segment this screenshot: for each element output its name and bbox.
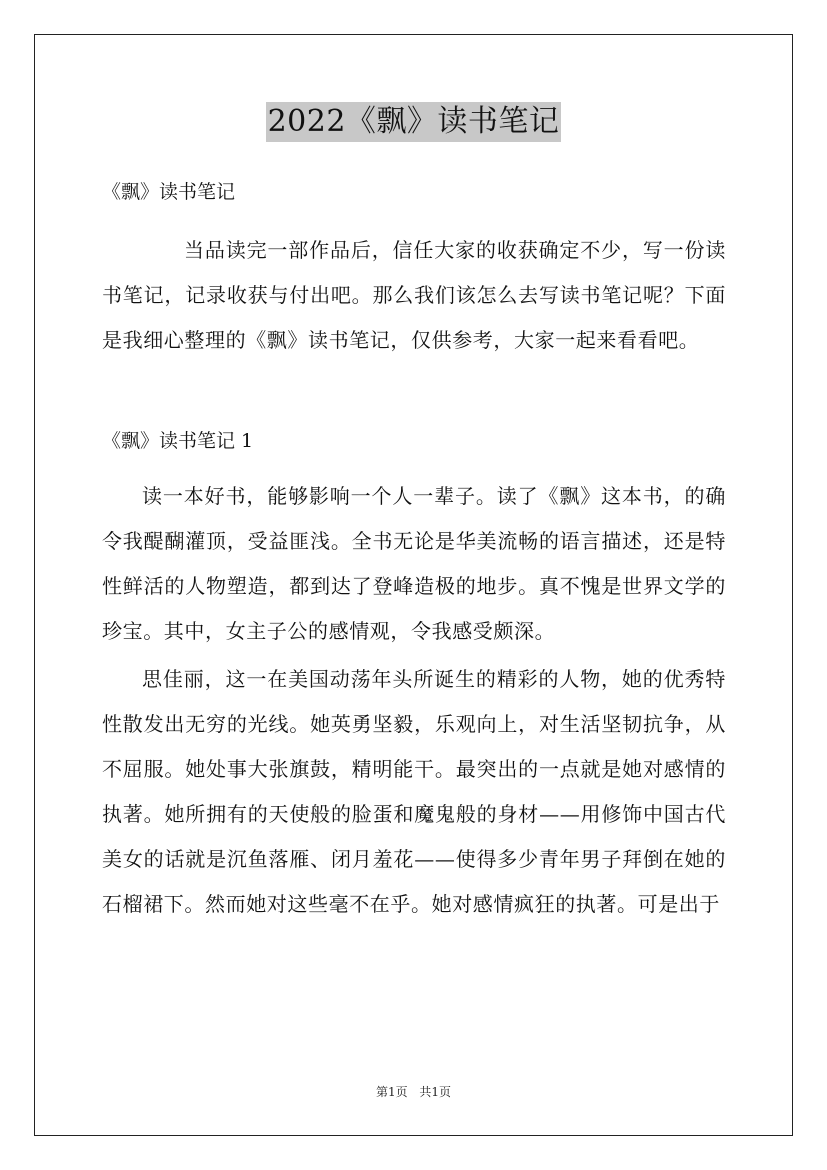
page-footer bbox=[0, 1083, 827, 1101]
document-title: 2022《飘》读书笔记 bbox=[266, 102, 562, 142]
page-total: 共1页 bbox=[419, 1085, 452, 1099]
document-body bbox=[102, 170, 726, 927]
page-number: 第1页 bbox=[375, 1085, 408, 1099]
section1-paragraph-2: 思佳丽，这一在美国动荡年头所诞生的精彩的人物，她的优秀特性散发出无穷的光线。她英勇坚毅，乐观向上，对生活坚韧抗争，从不屈服。她处事大张旗鼓，精明能干。最突出的一点就是她对感情的执著。她所拥有的天使般的脸蛋和魔鬼般的身材——用修饰中国古代美女的话就是沉鱼落雁、闭月羞花——使得多少青年男子拜倒在她的石榴裙下。然而她对这些毫不在乎。她对感情疯狂的执著。可是出于 bbox=[102, 667, 726, 916]
section-spacer bbox=[102, 363, 726, 419]
intro-heading: 《飘》读书笔记 bbox=[102, 181, 236, 203]
section1-heading: 《飘》读书笔记 1 bbox=[102, 430, 254, 452]
title-container bbox=[0, 102, 827, 142]
intro-paragraph: 当品读完一部作品后，信任大家的收获确定不少，写一份读书笔记，记录收获与付出吧。那么我们该怎么去写读书笔记呢？下面是我细心整理的《飘》读书笔记，仅供参考，大家一起来看看吧。 bbox=[102, 238, 726, 352]
section1-paragraph-1: 读一本好书，能够影响一个人一辈子。读了《飘》这本书，的确令我醍醐灌顶，受益匪浅。全书无论是华美流畅的语言描述，还是特性鲜活的人物塑造，都到达了登峰造极的地步。真不愧是世界文学的珍宝。其中，女主子公的感情观，令我感受颇深。 bbox=[102, 484, 726, 643]
